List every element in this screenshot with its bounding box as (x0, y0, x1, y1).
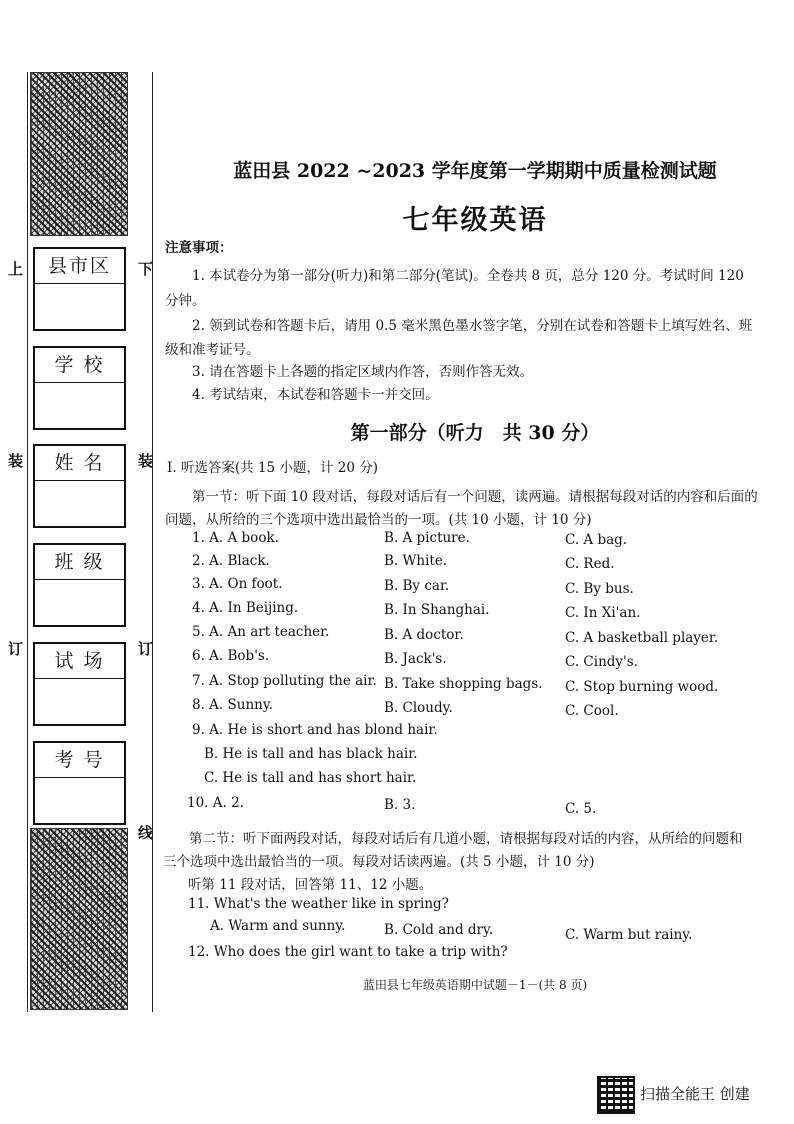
section-heading: Ⅰ. 听选答案(共 15 小题，计 20 分) (167, 460, 378, 476)
option-b: B. Cloudy. (384, 700, 453, 716)
notice-line: 3. 请在答题卡上各题的指定区域内作答，否则作答无效。 (192, 364, 534, 380)
field-name[interactable] (33, 444, 126, 528)
exam-title: 蓝田县 2022 ~2023 学年度第一学期期中质量检测试题 (233, 160, 717, 182)
notice-line: 分钟。 (165, 293, 206, 309)
option-c: C. Cool. (565, 703, 619, 719)
field-exam-room[interactable] (33, 642, 126, 726)
option-a: 1. A. A book. (192, 530, 279, 546)
option-b: B. In Shanghai. (384, 602, 490, 618)
page-footer: 蓝田县七年级英语期中试题－1－(共 8 页) (362, 978, 588, 992)
option-b: B. A doctor. (384, 627, 464, 643)
notice-line: 1. 本试卷分为第一部分(听力)和第二部分(笔试)。全卷共 8 页，总分 120 分。考试时间 120 (192, 268, 744, 284)
q9-option-b: B. He is tall and has black hair. (204, 746, 418, 762)
option-b: B. Jack's. (384, 651, 447, 667)
field-school[interactable] (33, 346, 126, 430)
option-a: 8. A. Sunny. (192, 697, 273, 713)
field-label: 试 场 (35, 644, 124, 679)
q12-question: 12. Who does the girl want to take a trip with? (188, 944, 508, 960)
field-label: 县市区 (35, 249, 124, 284)
option-a: 3. A. On foot. (192, 576, 283, 592)
field-label: 学 校 (35, 348, 124, 383)
option-a: 7. A. Stop polluting the air. (192, 673, 377, 689)
binding-line-left (27, 72, 28, 1012)
part1-title: 第一部分（听力 共 30 分） (350, 422, 600, 444)
option-b: B. Take shopping bags. (384, 676, 543, 692)
side-label-top-left: 上 (8, 260, 24, 278)
field-label: 班 级 (35, 545, 124, 580)
option-a: 5. A. An art teacher. (192, 624, 330, 640)
option-c: C. A bag. (565, 532, 628, 548)
option-b: B. By car. (384, 578, 450, 594)
option-a: 2. A. Black. (192, 553, 270, 569)
section2-intro: 第二节：听下面两段对话，每段对话后有几道小题，请根据每段对话的内容，从所给的问题和 (189, 831, 743, 847)
notice-line: 级和准考证号。 (165, 342, 260, 358)
section2-intro: 三个选项中选出最恰当的一项。每段对话读两遍。(共 5 小题，计 10 分) (163, 854, 595, 870)
q11-question: 11. What's the weather like in spring? (188, 896, 449, 912)
q10-option-b: B. 3. (384, 797, 416, 813)
notice-heading: 注意事项： (165, 240, 233, 256)
option-a: 4. A. In Beijing. (192, 600, 299, 616)
field-label: 姓 名 (35, 446, 124, 481)
option-b: B. A picture. (384, 530, 470, 546)
q9-option-c: C. He is tall and has short hair. (204, 770, 417, 786)
option-c: C. Stop burning wood. (565, 679, 719, 695)
notice-line: 4. 考试结束，本试卷和答题卡一并交回。 (192, 387, 439, 403)
field-class[interactable] (33, 543, 126, 627)
side-label-top-right: 下 (138, 260, 154, 278)
option-c: C. Cindy's. (565, 654, 638, 670)
side-label-zhuang-left: 装 (8, 452, 24, 470)
option-c: C. Red. (565, 556, 615, 572)
binding-pattern-bottom (30, 828, 128, 1010)
scanner-watermark: 扫描全能王 创建 (640, 1085, 750, 1103)
side-label-ding-left: 订 (8, 640, 24, 658)
option-c: C. By bus. (565, 581, 634, 597)
q11-option-b: B. Cold and dry. (384, 922, 494, 938)
section1-intro: 问题，从所给的三个选项中选出最恰当的一项。(共 10 小题，计 10 分) (165, 512, 592, 528)
option-a: 6. A. Bob's. (192, 648, 270, 664)
q11-option-a: A. Warm and sunny. (210, 918, 346, 934)
dialog-instruction: 听第 11 段对话，回答第 11、12 小题。 (188, 877, 433, 893)
field-label: 考 号 (35, 743, 124, 778)
side-label-ding-right: 订 (138, 640, 154, 658)
q10-option-c: C. 5. (565, 801, 597, 817)
q10-option-a: 10. A. 2. (187, 795, 244, 811)
q9-option-a: 9. A. He is short and has blond hair. (192, 722, 438, 738)
side-label-zhuang-right: 装 (138, 452, 154, 470)
field-county[interactable] (33, 247, 126, 331)
binding-line-right (152, 72, 153, 1012)
option-c: C. A basketball player. (565, 630, 719, 646)
binding-pattern-top (30, 72, 128, 236)
qr-code-icon (597, 1076, 635, 1114)
field-exam-number[interactable] (33, 741, 126, 825)
subject-title: 七年级英语 (402, 205, 548, 236)
option-b: B. White. (384, 553, 448, 569)
section1-intro: 第一节：听下面 10 段对话，每段对话后有一个问题，读两遍。请根据每段对话的内容和后面的 (192, 489, 758, 505)
q11-option-c: C. Warm but rainy. (565, 927, 693, 943)
option-c: C. In Xi'an. (565, 605, 641, 621)
notice-line: 2. 领到试卷和答题卡后，请用 0.5 毫米黑色墨水签字笔，分别在试卷和答题卡上填写姓名、班 (192, 318, 753, 334)
side-label-xian: 线 (138, 824, 154, 842)
